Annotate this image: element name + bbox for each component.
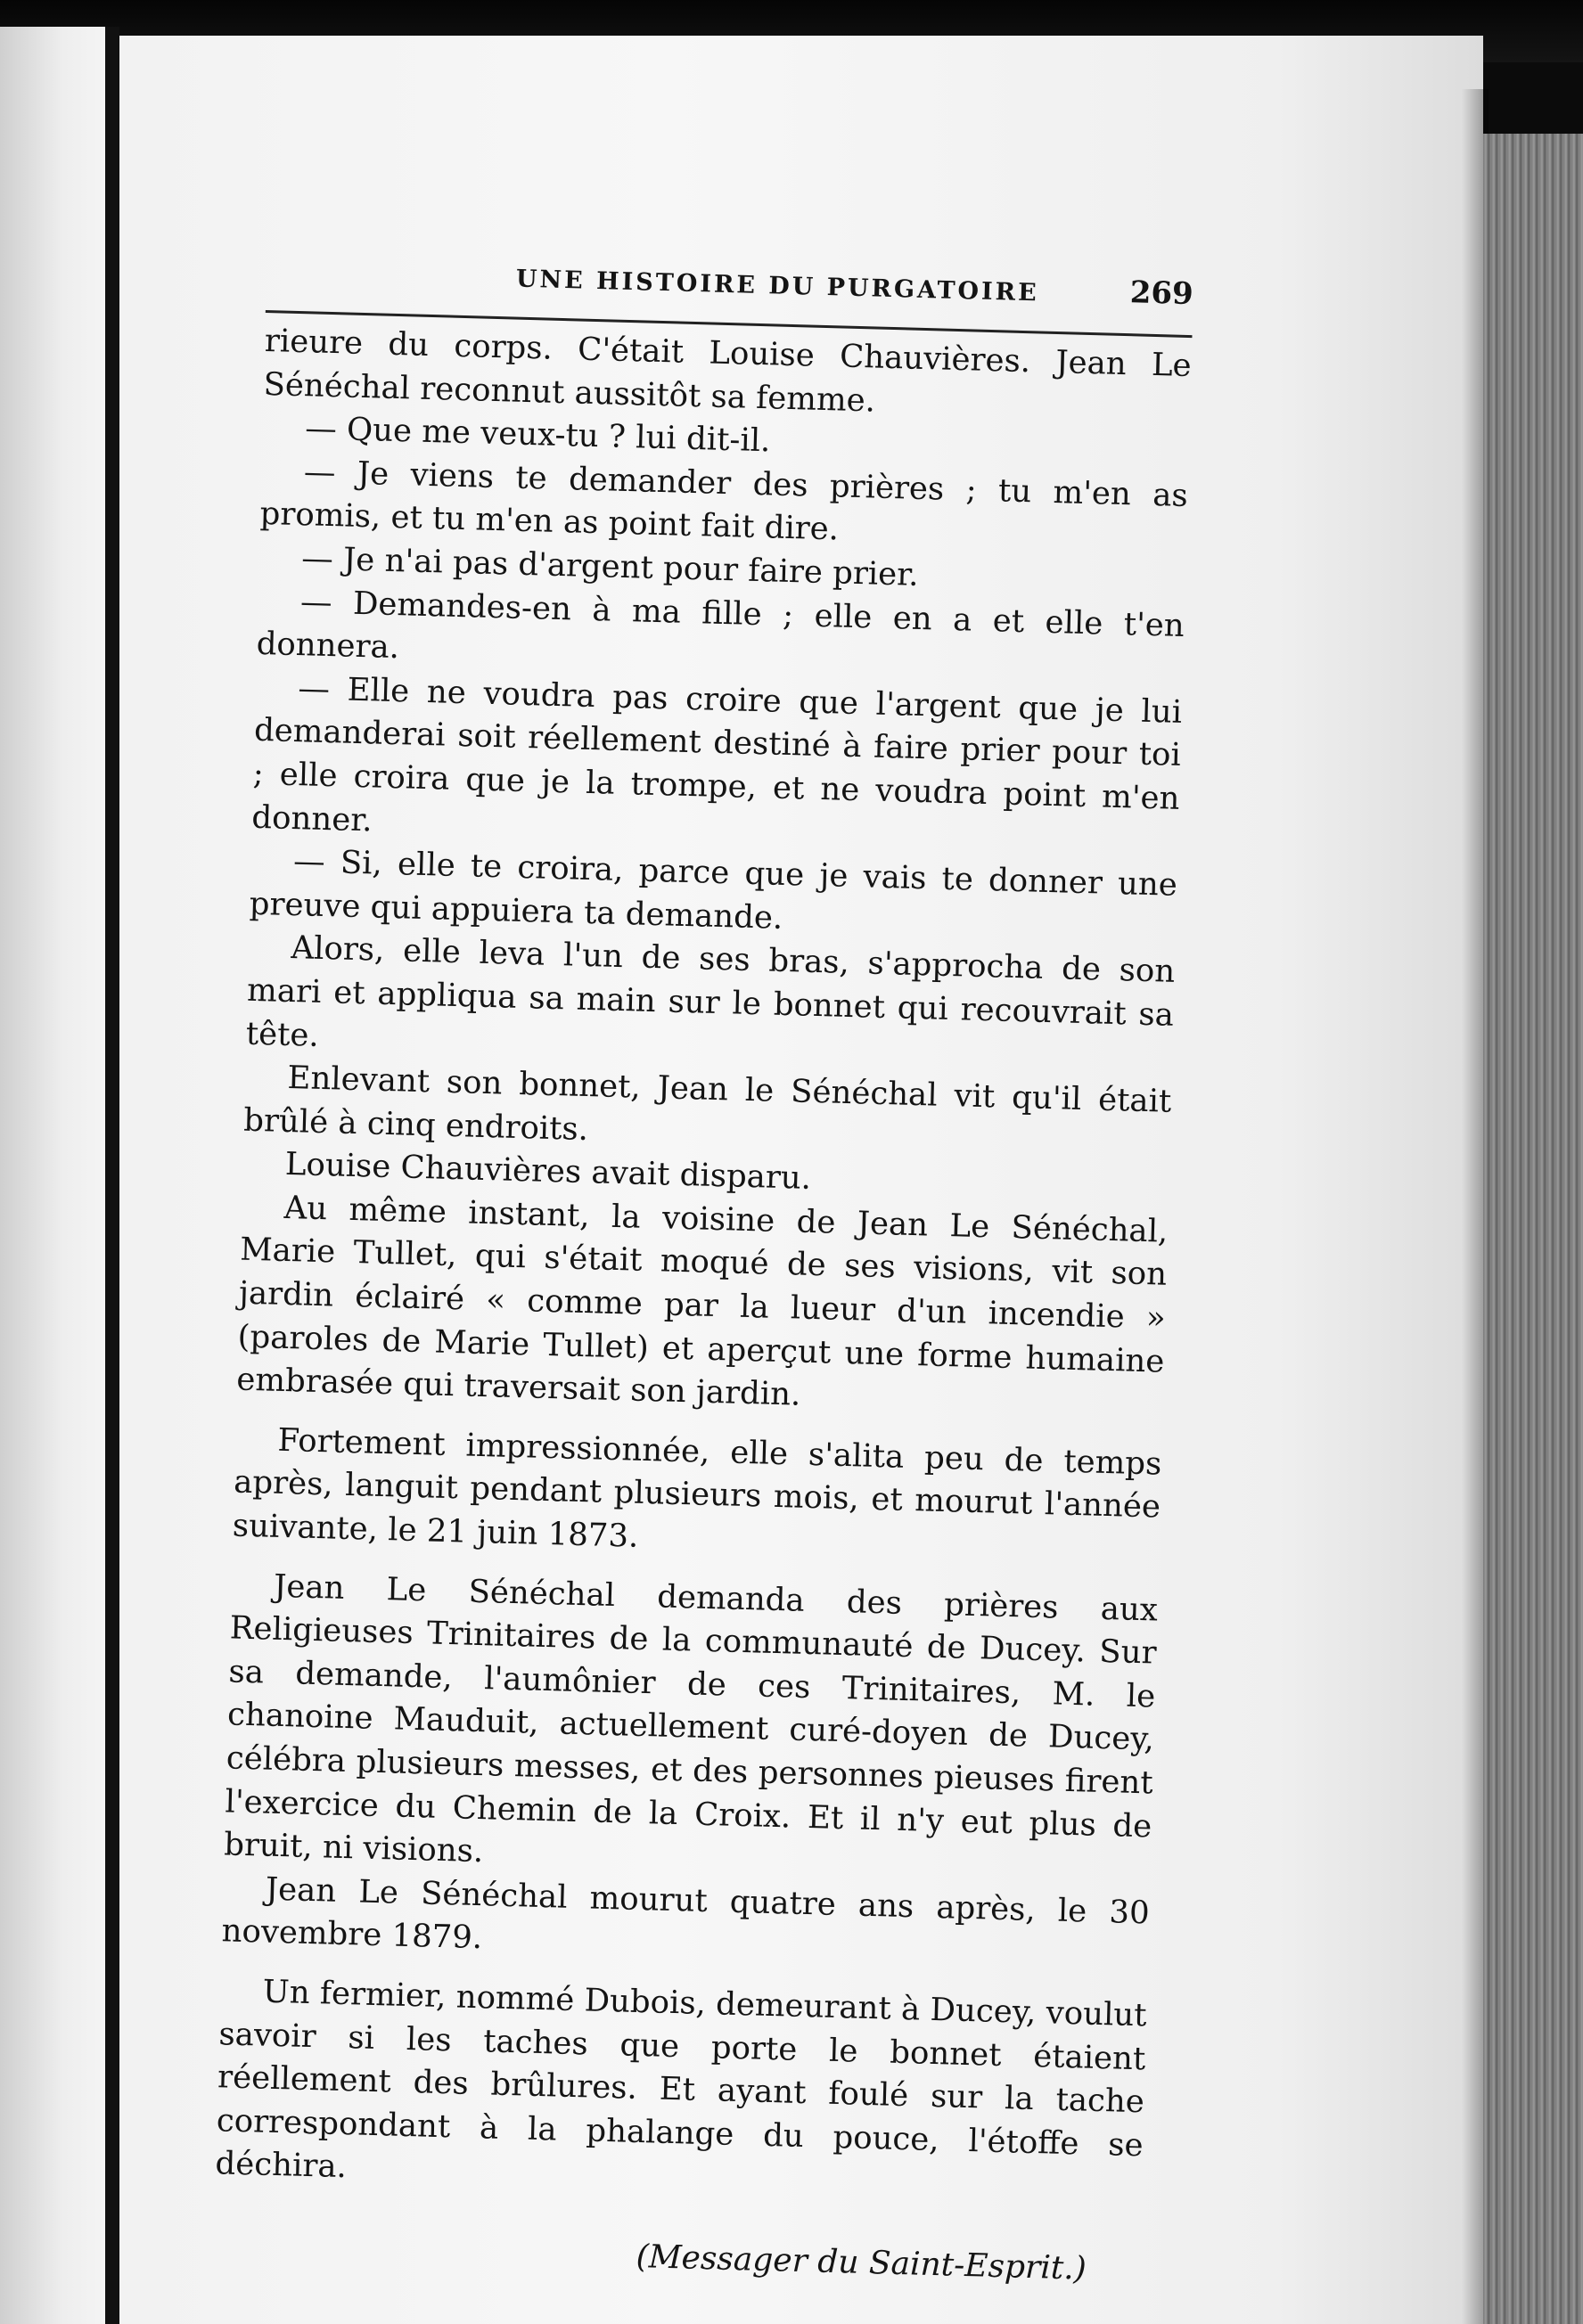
paragraph: Enlevant son bonnet, Jean le Sénéchal vit qu'il était brûlé à cinq endroits. — [242, 1060, 1172, 1148]
previous-page-edge — [0, 27, 105, 2324]
page-number: 269 — [1129, 274, 1194, 313]
paragraph: — Elle ne voudra pas croire que l'argent que je lui demanderai soit réellement destiné à faire prier pour toi ; elle croira que je la trompe, et ne voudra point m'en donner. — [250, 669, 1183, 839]
paragraph: — Demandes-en à ma fille ; elle en a et elle t'en donnera. — [256, 583, 1185, 667]
paragraph: Un fermier, nommé Dubois, demeurant à Ducey, voulut savoir si les taches que porte le bonnet étaient réellement des brûlures. Et ayant foulé sur la tache correspondant à la phalange du pouce, l'étoffe se déchira. — [215, 1973, 1148, 2186]
paragraph: rieure du corps. C'était Louise Chauvières. Jean Le Sénéchal reconnut aussitôt sa femme. — [263, 322, 1193, 420]
page-stack-edges — [1483, 134, 1583, 2324]
book-gutter — [105, 27, 119, 2324]
source-attribution: (Messager du Saint-Esprit.) — [636, 2238, 1087, 2287]
paragraph: Au même instant, la voisine de Jean Le Sénéchal, Marie Tullet, qui s'était moqué de ses visions, vit son jardin éclairé « comme par la lueur d'un incendie » (paroles de Marie Tullet) et aperçut une forme humaine embrasée qui traversait son jardin. — [235, 1189, 1169, 1413]
paragraph: — Je viens te demander des prières ; tu m'en as promis, et tu m'en as point fait dire. — [259, 453, 1189, 548]
paragraph: Fortement impressionnée, elle s'alita peu de temps après, languit pendant plusieurs mois, et mourut l'année suivante, le 21 juin 1873. — [232, 1421, 1162, 1555]
paragraph: Jean Le Sénéchal mourut quatre ans après, le 30 novembre 1879. — [221, 1870, 1151, 1957]
running-head: UNE HISTOIRE DU PURGATOIRE — [515, 265, 1040, 307]
paragraph: Alors, elle leva l'un de ses bras, s'approcha de son mari et appliqua sa main sur le bonnet qui recouvrait sa tête. — [245, 929, 1176, 1054]
paragraph: Louise Chauvières avait disparu. — [284, 1146, 812, 1198]
page-content — [213, 241, 1194, 2288]
paragraph: — Que me veux-tu ? lui dit-il. — [304, 410, 771, 460]
paragraph: Jean Le Sénéchal demanda des prières aux Religieuses Trinitaires de la communauté de Ducey. Sur sa demande, l'aumônier de ces Trinitaires, M. le chanoine Mauduit, actuellement curé-doyen de Ducey, célébra plusieurs messes, et des personnes pieuses firent l'exercice du Chemin de la Croix. Et il n'y eut plus de bruit, ni visions. — [223, 1567, 1159, 1870]
paragraph: — Si, elle te croira, parce que je vais te donner une preuve qui appuiera ta demande. — [249, 843, 1178, 937]
body-text — [215, 320, 1192, 2211]
paragraph: — Je n'ai pas d'argent pour faire prier. — [300, 540, 920, 593]
